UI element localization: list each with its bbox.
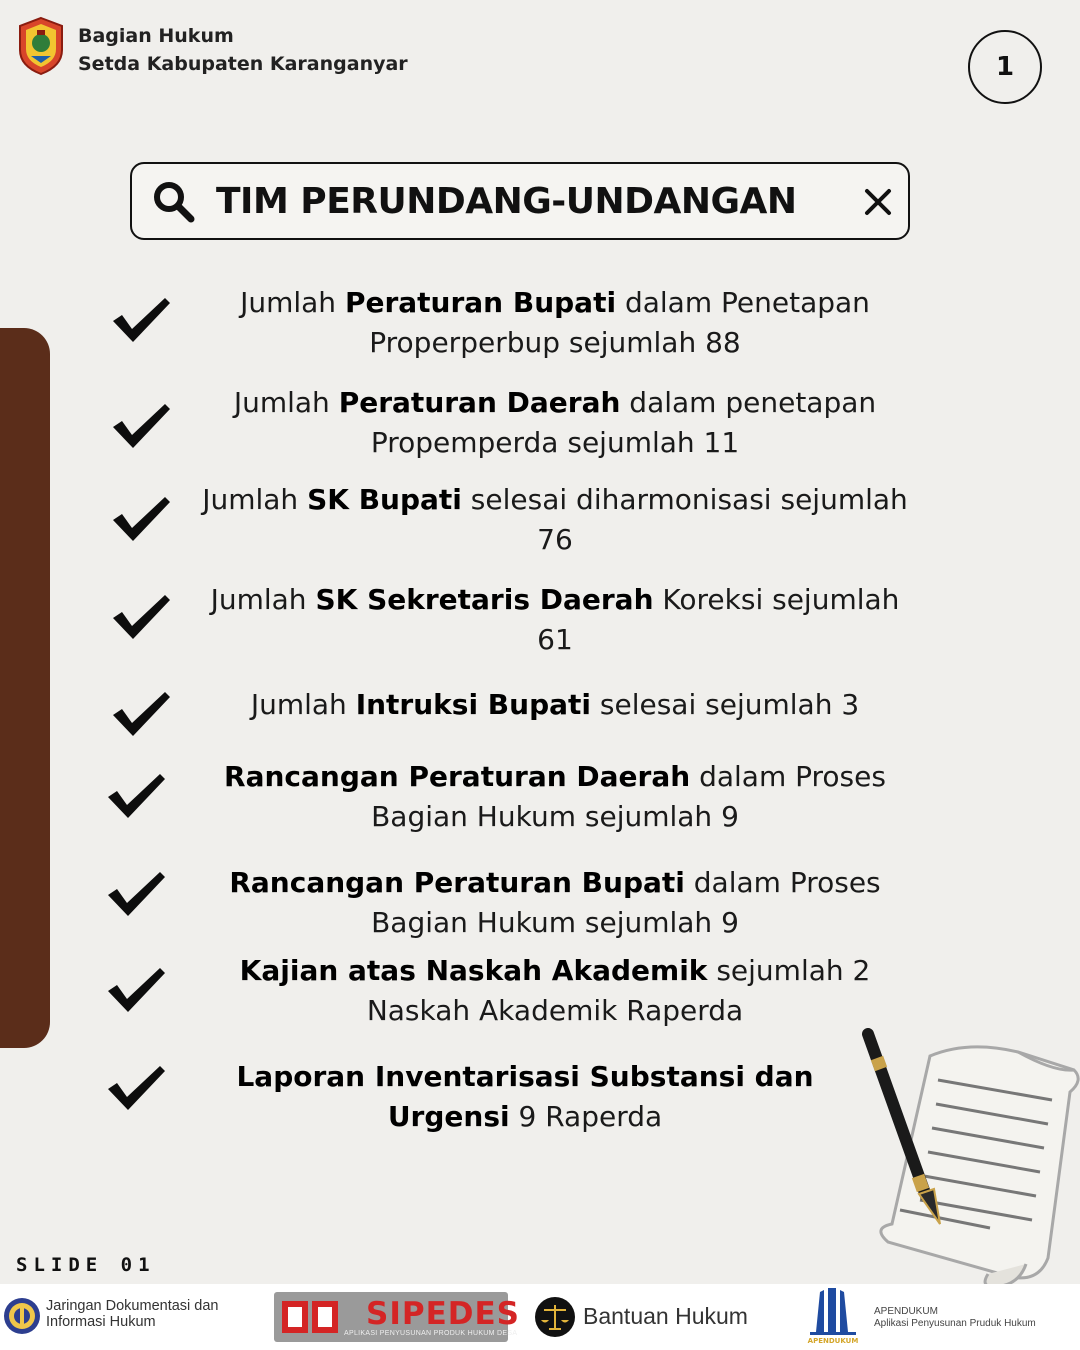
regency-emblem-icon [16,16,66,76]
item-prefix: Jumlah [250,688,356,721]
list-item-text [200,757,910,837]
close-icon[interactable] [860,184,896,220]
jdih-name [46,1298,219,1330]
decorative-side-tab [0,328,50,1048]
checkmark-icon [110,494,172,544]
list-item-text [230,1057,820,1137]
checkmark-icon [105,771,167,821]
checkmark-icon [105,965,167,1015]
item-suffix: Koreksi sejumlah 61 [537,583,900,656]
list-item-text [200,685,910,725]
item-bold: Peraturan Bupati [344,286,617,319]
checkmark-icon [105,1063,167,1113]
apendukum-logo-label: APENDUKUM [807,1337,859,1345]
item-bold: Rancangan Peraturan Daerah [224,760,691,793]
checkmark-icon [110,592,172,642]
item-suffix: sejumlah 2 Naskah Akademik Raperda [366,954,871,1027]
item-bold: Intruksi Bupati [355,688,591,721]
list-item-text [200,383,910,463]
item-bold: Laporan Inventarisasi Substansi dan Urgensi [236,1060,814,1133]
bantuan-hukum-name: Bantuan Hukum [583,1303,748,1329]
pen-scroll-illustration [848,1028,1080,1290]
item-prefix: Jumlah [210,583,316,616]
footer-partners [0,1284,1080,1350]
bantuan-hukum-logo-icon [534,1296,576,1338]
item-bold: SK Sekretaris Daerah [315,583,654,616]
search-query[interactable]: TIM PERUNDANG-UNDANGAN [216,181,797,222]
page-number-badge: 1 [968,30,1042,104]
list-item-text [200,283,910,363]
item-bold: Rancangan Peraturan Bupati [229,866,685,899]
checkmark-icon [110,401,172,451]
slide-label: SLIDE 01 [16,1254,156,1276]
sipedes-subtitle: APLIKASI PENYUSUNAN PRODUK HUKUM DESA [344,1330,518,1337]
search-icon [152,180,196,224]
list-item-text [200,580,910,660]
org-line-1: Bagian Hukum [78,25,234,47]
item-suffix: selesai sejumlah 3 [591,688,860,721]
jdih-line-1: Jaringan Dokumentasi dan [46,1298,219,1314]
jdih-logo-icon [2,1296,42,1336]
checkmark-icon [110,295,172,345]
sipedes-logo [274,1292,520,1342]
item-suffix: dalam Proses Bagian Hukum sejumlah 9 [371,866,881,939]
list-item-text [200,863,910,943]
sipedes-book-icon [280,1297,340,1337]
jdih-line-2: Informasi Hukum [46,1314,156,1330]
item-prefix: Jumlah [233,386,339,419]
item-bold: Kajian atas Naskah Akademik [239,954,708,987]
item-prefix: Jumlah [202,483,308,516]
apendukum-logo-icon [806,1286,860,1346]
list-item-text [200,480,910,560]
apendukum-line-1: APENDUKUM [874,1306,938,1317]
item-bold: SK Bupati [307,483,462,516]
item-suffix: selesai diharmonisasi sejumlah 76 [461,483,908,556]
search-bar[interactable] [130,162,910,240]
apendukum-name [874,1306,1036,1330]
org-line-2: Setda Kabupaten Karanganyar [78,53,408,75]
item-suffix: 9 Raperda [509,1100,663,1133]
checkmark-icon [105,869,167,919]
item-suffix: dalam Penetapan Properperbup sejumlah 88 [369,286,870,359]
organization-name [78,22,408,78]
checkmark-icon [110,689,172,739]
list-item-text [200,951,910,1031]
item-bold: Peraturan Daerah [338,386,621,419]
item-suffix: dalam Proses Bagian Hukum sejumlah 9 [371,760,886,833]
item-suffix: dalam penetapan Propemperda sejumlah 11 [370,386,877,459]
apendukum-line-2: Aplikasi Penyusunan Pruduk Hukum [874,1318,1036,1329]
item-prefix: Jumlah [240,286,345,319]
sipedes-name: SIPEDES [366,1296,520,1332]
